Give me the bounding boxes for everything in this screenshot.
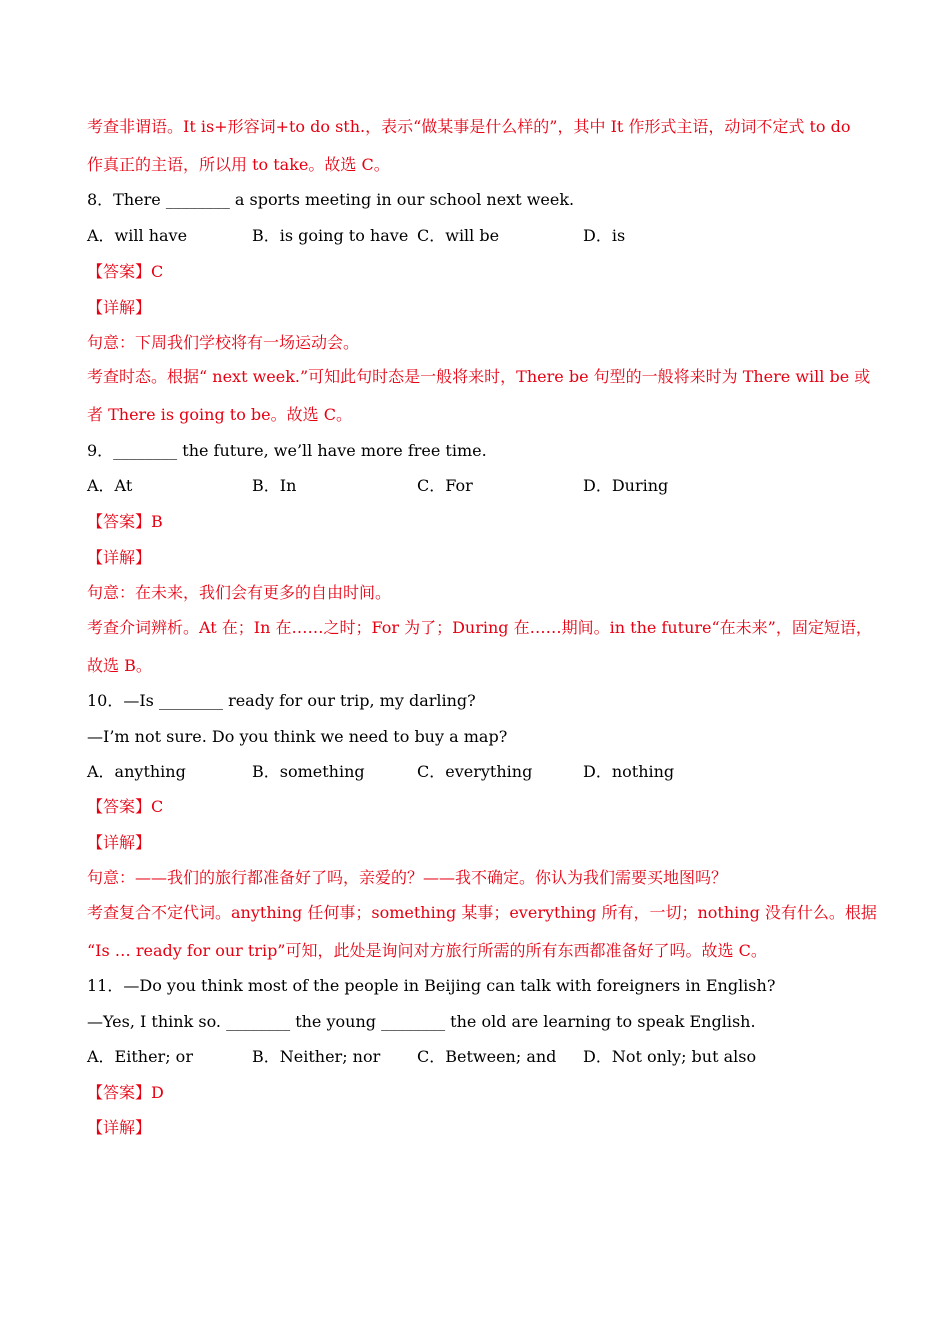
q9-analysis-line-1: 考查介词辨析。At 在；In 在……之时；For 为了；During 在……期间。in the future“在未来”，固定短语， [87, 618, 872, 637]
q10-option-a: A．anything [87, 762, 186, 781]
q9-detail-label: 【详解】 [87, 548, 152, 567]
q10-option-c: C．everything [417, 762, 533, 781]
q9-answer: 【答案】B [87, 512, 163, 531]
q11-option-c: C．Between; and [417, 1047, 557, 1066]
q10-option-d: D．nothing [583, 762, 675, 781]
q11-answer: 【答案】D [87, 1083, 164, 1102]
q11-option-d: D．Not only; but also [583, 1047, 757, 1066]
q8-option-d: D．is [583, 226, 626, 245]
q10-option-b: B．something [252, 762, 365, 781]
q9-meaning: 句意：在未来，我们会有更多的自由时间。 [87, 583, 392, 602]
q7-analysis-line-1: 考查非谓语。It is+形容词+to do sth.，表示“做某事是什么样的”，其中 It 作形式主语，动词不定式 to do [87, 117, 851, 136]
q10-meaning: 句意：——我们的旅行都准备好了吗，亲爱的？——我不确定。你认为我们需要买地图吗？ [87, 868, 728, 887]
q7-analysis-line-2: 作真正的主语，所以用 to take。故选 C。 [87, 155, 390, 174]
q9-option-a: A．At [87, 476, 133, 495]
q10-stem-line-2: —I’m not sure. Do you think we need to buy a map? [87, 727, 508, 746]
q10-analysis-line-2: “Is … ready for our trip”可知，此处是询问对方旅行所需的所有东西都准备好了吗。故选 C。 [87, 941, 767, 960]
q9-stem: 9．________ the future, we’ll have more free time. [87, 441, 487, 460]
q8-option-c: C．will be [417, 226, 500, 245]
q9-option-d: D．During [583, 476, 669, 495]
q11-stem-line-1: 11．—Do you think most of the people in Beijing can talk with foreigners in English? [87, 976, 776, 995]
q8-analysis-line-1: 考查时态。根据“ next week.”可知此句时态是一般将来时，There be 句型的一般将来时为 There will be 或 [87, 367, 871, 386]
q9-option-c: C．For [417, 476, 473, 495]
q8-detail-label: 【详解】 [87, 298, 152, 317]
q10-answer: 【答案】C [87, 797, 164, 816]
q9-analysis-line-2: 故选 B。 [87, 656, 152, 675]
q10-detail-label: 【详解】 [87, 833, 152, 852]
q11-option-b: B．Neither; nor [252, 1047, 381, 1066]
q10-analysis-line-1: 考查复合不定代词。anything 任何事；something 某事；everything 所有，一切；nothing 没有什么。根据 [87, 903, 877, 922]
q8-analysis-line-2: 者 There is going to be。故选 C。 [87, 405, 352, 424]
q11-detail-label: 【详解】 [87, 1118, 152, 1137]
q9-option-b: B．In [252, 476, 297, 495]
q10-stem-line-1: 10．—Is ________ ready for our trip, my darling? [87, 691, 476, 710]
q8-answer: 【答案】C [87, 262, 164, 281]
q11-stem-line-2: —Yes, I think so. ________ the young ________ the old are learning to speak English. [87, 1012, 756, 1031]
q11-option-a: A．Either; or [87, 1047, 193, 1066]
q8-option-b: B．is going to have [252, 226, 409, 245]
q8-option-a: A．will have [87, 226, 188, 245]
q8-stem: 8．There ________ a sports meeting in our school next week. [87, 190, 575, 209]
q8-meaning: 句意：下周我们学校将有一场运动会。 [87, 333, 360, 352]
